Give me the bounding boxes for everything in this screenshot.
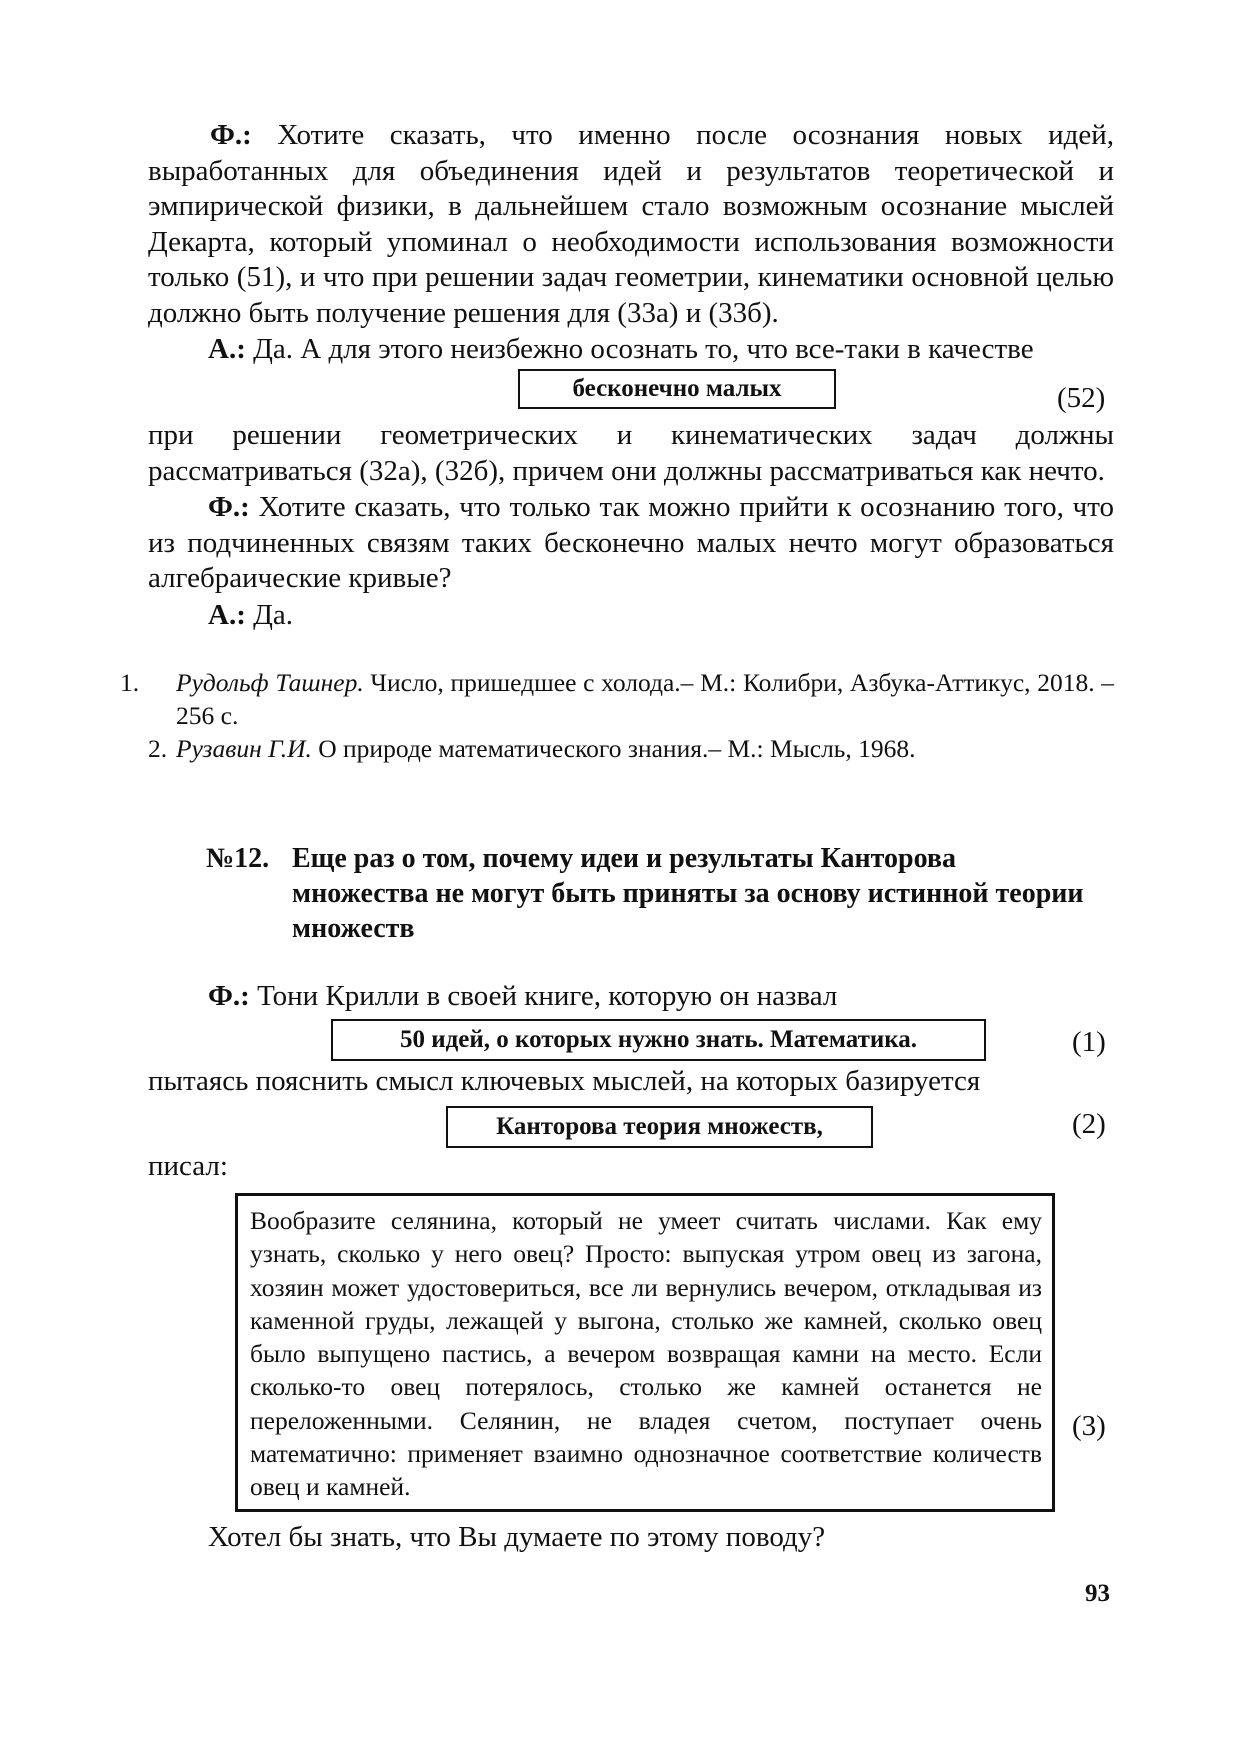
speaker-label: Ф.:	[208, 980, 250, 1012]
paragraph-f-1	[148, 118, 1114, 331]
page-number: 93	[1085, 1580, 1110, 1607]
reference-number: 2.	[148, 734, 168, 763]
paragraph-a-1	[208, 332, 1034, 367]
paragraph-text: Да.	[245, 599, 294, 631]
equation-number-3: (3)	[1072, 1410, 1106, 1442]
paragraph-text: Тони Крилли в своей книге, которую он назвал	[249, 980, 838, 1012]
equation-number-1: (1)	[1072, 1026, 1106, 1058]
equation-number-52: (52)	[1057, 382, 1106, 414]
section-number: №12.	[206, 843, 270, 874]
section-title: Еще раз о том, почему идеи и результаты Канторова множества не могут быть приняты за основу истинной теории множеств	[292, 843, 1084, 944]
reference-number: 1.	[120, 668, 140, 697]
reference-item	[148, 732, 1114, 765]
paragraph-line: пытаясь пояснить смысл ключевых мыслей, на которых базируется	[148, 1065, 981, 1097]
paragraph-a-2	[208, 598, 293, 633]
paragraph-f-3	[208, 979, 837, 1014]
speaker-label: Ф.:	[210, 119, 252, 151]
quote-box: Вообразите селянина, который не умеет считать числами. Как ему узнать, сколько у него овец? Просто: выпуская утром овец из загона, хозяин может удостовериться, все ли вернулись вечером, откладывая из каменной груды, лежащей у выгона, столько же камней, сколько овец было выпущено пастись, а вечером возвращая камни на место. Если сколько-то овец потерялось, столько же камней останется не переложенными. Селянин, не владея счетом, поступает очень математично: применяет взаимно однозначное соответствие количеств овец и камней.	[235, 1193, 1055, 1512]
section-heading	[206, 841, 1086, 946]
reference-author: Рузавин Г.И.	[176, 734, 312, 763]
reference-text: Число, пришедшее с холода.– М.: Колибри, Азбука-Аттикус, 2018. – 256 с.	[176, 668, 1115, 730]
boxed-term-cantor: Канторова теория множеств,	[446, 1106, 873, 1148]
boxed-term-52: бесконечно малых	[518, 369, 836, 409]
paragraph-line: писал:	[148, 1150, 228, 1182]
speaker-label: Ф.:	[208, 491, 250, 523]
paragraph-text: Хотите сказать, что именно после осознания новых идей, выработанных для объединения идей и результатов теоретической и эмпирической физики, в дальнейшем стало возможным осознание мыслей Декарта, который упоминал о необходимости использования возможности только (51), и что при решении задач геометрии, кинематики основной целью должно быть получение решения для (33а) и (33б).	[148, 119, 1114, 329]
boxed-book-title: 50 идей, о которых нужно знать. Математика.	[331, 1019, 986, 1061]
speaker-label: А.:	[208, 599, 246, 631]
paragraph-f-2	[148, 490, 1114, 597]
reference-text: О природе математического знания.– М.: Мысль, 1968.	[311, 734, 916, 763]
paragraph-continuation: при решении геометрических и кинематических задач должны рассматриваться (32а), (32б), причем они должны рассматриваться как нечто.	[148, 419, 1114, 487]
paragraph-text: Да. А для этого неизбежно осознать то, что все-таки в качестве	[245, 333, 1034, 365]
paragraph-text: Хотите сказать, что только так можно прийти к осознанию того, что из подчиненных связям таких бесконечно малых нечто могут образоваться алгебраические кривые?	[148, 491, 1114, 594]
reference-item	[120, 666, 1115, 732]
equation-number-2: (2)	[1072, 1108, 1106, 1140]
speaker-label: А.:	[208, 333, 246, 365]
closing-line: Хотел бы знать, что Вы думаете по этому поводу?	[208, 1521, 826, 1553]
reference-author: Рудольф Ташнер.	[176, 668, 364, 697]
